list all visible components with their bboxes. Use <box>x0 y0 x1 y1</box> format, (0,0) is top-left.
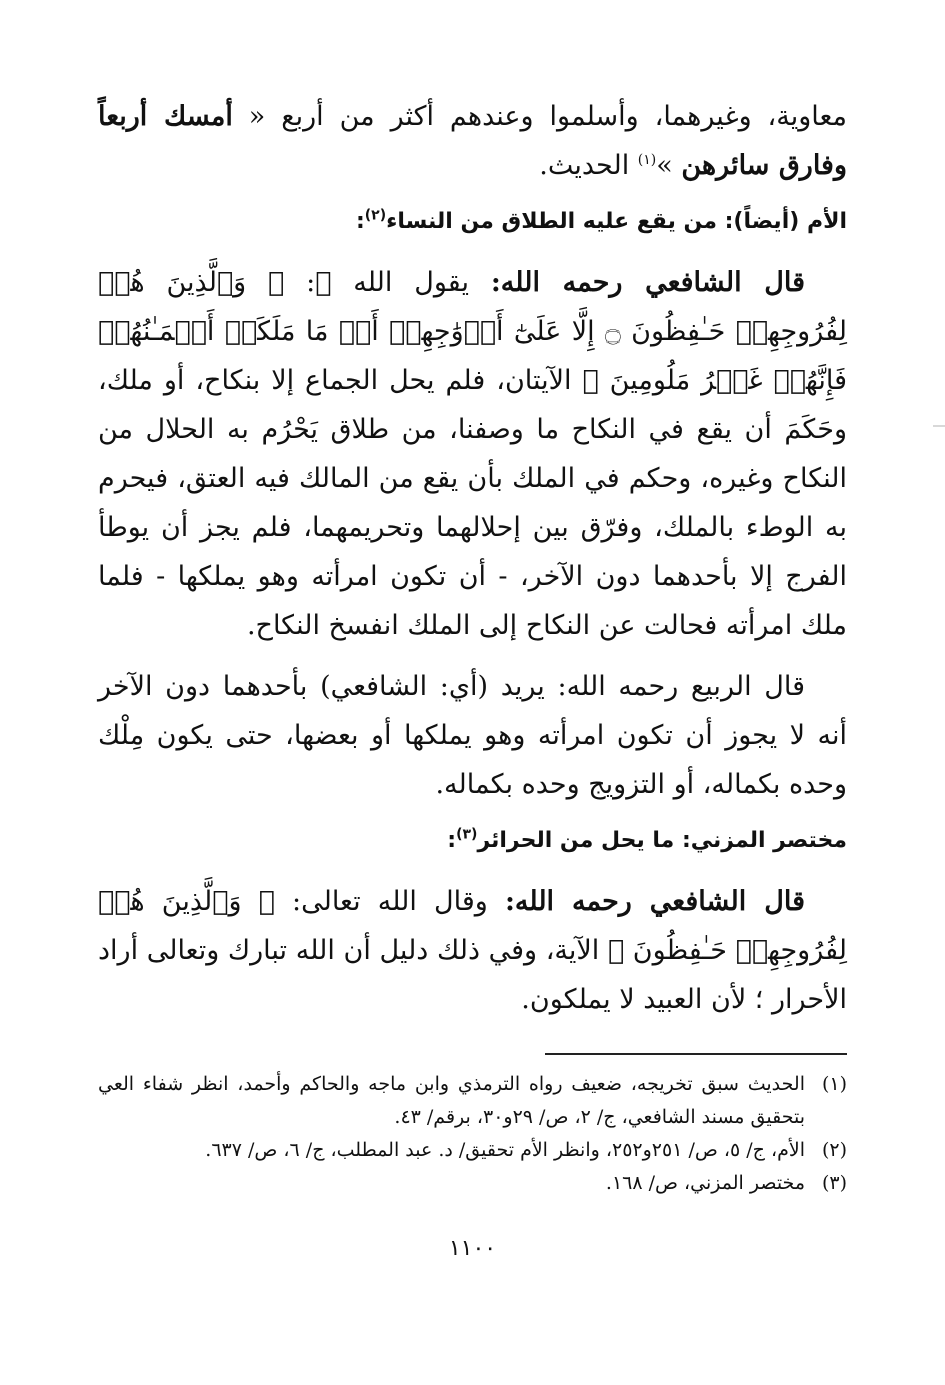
heading-1-text: الأم (أيضاً): من يقع عليه الطلاق من النساء <box>386 209 847 234</box>
paragraph-4-text: وقال الله تعالى: ﴿ وَٱلَّذِينَ هُمۡ لِفُرُوجِهِمۡ حَـٰفِظُونَ ﴾ الآية، وفي ذلك دليل أن الله تبارك وتعالى أراد الأحرار ؛ لأن العبيد لا يملكون. <box>98 886 847 1015</box>
paragraph-1 <box>98 92 847 190</box>
main-text <box>98 92 847 1036</box>
footnote-text: الأم، ج/ ٥، ص/ ٢٥١و٢٥٢، وانظر الأم تحقيق/ د. عبد المطلب، ج/ ٦، ص/ ٦٣٧. <box>205 1139 805 1161</box>
section-heading-1 <box>98 202 847 242</box>
footnote-1 <box>98 1068 847 1134</box>
footnote-divider <box>545 1053 847 1055</box>
speaker-label-2: قال الشافعي رحمه الله: <box>504 886 805 917</box>
heading-1-colon: : <box>355 209 365 234</box>
heading-2-text: مختصر المزني: ما يحل من الحرائر <box>477 828 847 853</box>
footnotes <box>98 1068 847 1200</box>
footnote-number: (٣) <box>821 1172 847 1194</box>
paragraph-2 <box>98 258 847 650</box>
paragraph-4 <box>98 877 847 1024</box>
quote-close: » <box>656 150 682 181</box>
section-heading-2 <box>98 821 847 861</box>
footnote-2 <box>98 1134 847 1167</box>
paragraph-1-text: معاوية، وغيرهما، وأسلموا وعندهم أكثر من أربع « <box>232 101 848 132</box>
paragraph-3: قال الربيع رحمه الله: يريد (أي: الشافعي) بأحدهما دون الآخر أنه لا يجوز أن تكون امرأته وهو يملكها أو بعضها، حتى يكون مِلْك وحده بكماله، أو التزويج وحده بكماله. <box>98 671 847 800</box>
scan-edge-mark <box>933 425 945 427</box>
footnote-3 <box>98 1167 847 1200</box>
footnote-text: مختصر المزني، ص/ ١٦٨. <box>605 1172 805 1194</box>
paragraph-2-text: يقول الله ﷻ: ﴿ وَٱلَّذِينَ هُمۡ لِفُرُوجِهِمۡ حَـٰفِظُونَ ۝ إِلَّا عَلَىٰٓ أَزۡوَٰجِهِمۡ أَوۡ مَا مَلَكَتۡ أَيۡمَـٰنُهُمۡ فَإِنَّهُمۡ غَيۡرُ مَلُومِينَ ﴾ الآيتان، فلم يحل الجماع إلا بنكاح، أو ملك، وحَكَمَ أن يقع في النكاح ما وصفنا، من طلاق يَحْرُم به الحلال من النكاح وغيره، وحكم في الملك بأن يقع من المالك فيه العتق، فيحرم به الوطء بالملك، وفرّق بين إحلالهما وتحريمهما، فلم يجز أن يوطأ الفرج إلا بأحدهما دون الآخر، - أن تكون امرأته وهو يملكها - فلما ملك امرأته فحالت عن النكاح إلى الملك انفسخ النكاح. <box>98 267 847 641</box>
footnote-text: الحديث سبق تخريجه، ضعيف رواه الترمذي وابن ماجه والحاكم وأحمد، انظر شفاء العي بتحقيق مسند الشافعي، ج/ ٢، ص/ ٢٩و٣٠، برقم/ ٤٣. <box>98 1073 805 1128</box>
paragraph-1-end: الحديث. <box>539 150 638 181</box>
footnote-ref-1[interactable]: (١) <box>637 152 657 168</box>
footnote-number: (١) <box>821 1073 847 1095</box>
footnote-ref-3[interactable]: (٣) <box>456 826 478 843</box>
footnote-ref-2[interactable]: (٢) <box>364 207 387 224</box>
footnote-number: (٢) <box>821 1139 847 1161</box>
page-number: ١١٠٠ <box>448 1236 497 1261</box>
speaker-label-1: قال الشافعي رحمه الله: <box>490 267 805 298</box>
hadith-quote: أمسك أربعاً وفارق سائرهن <box>98 101 847 181</box>
heading-2-colon: : <box>447 828 457 853</box>
